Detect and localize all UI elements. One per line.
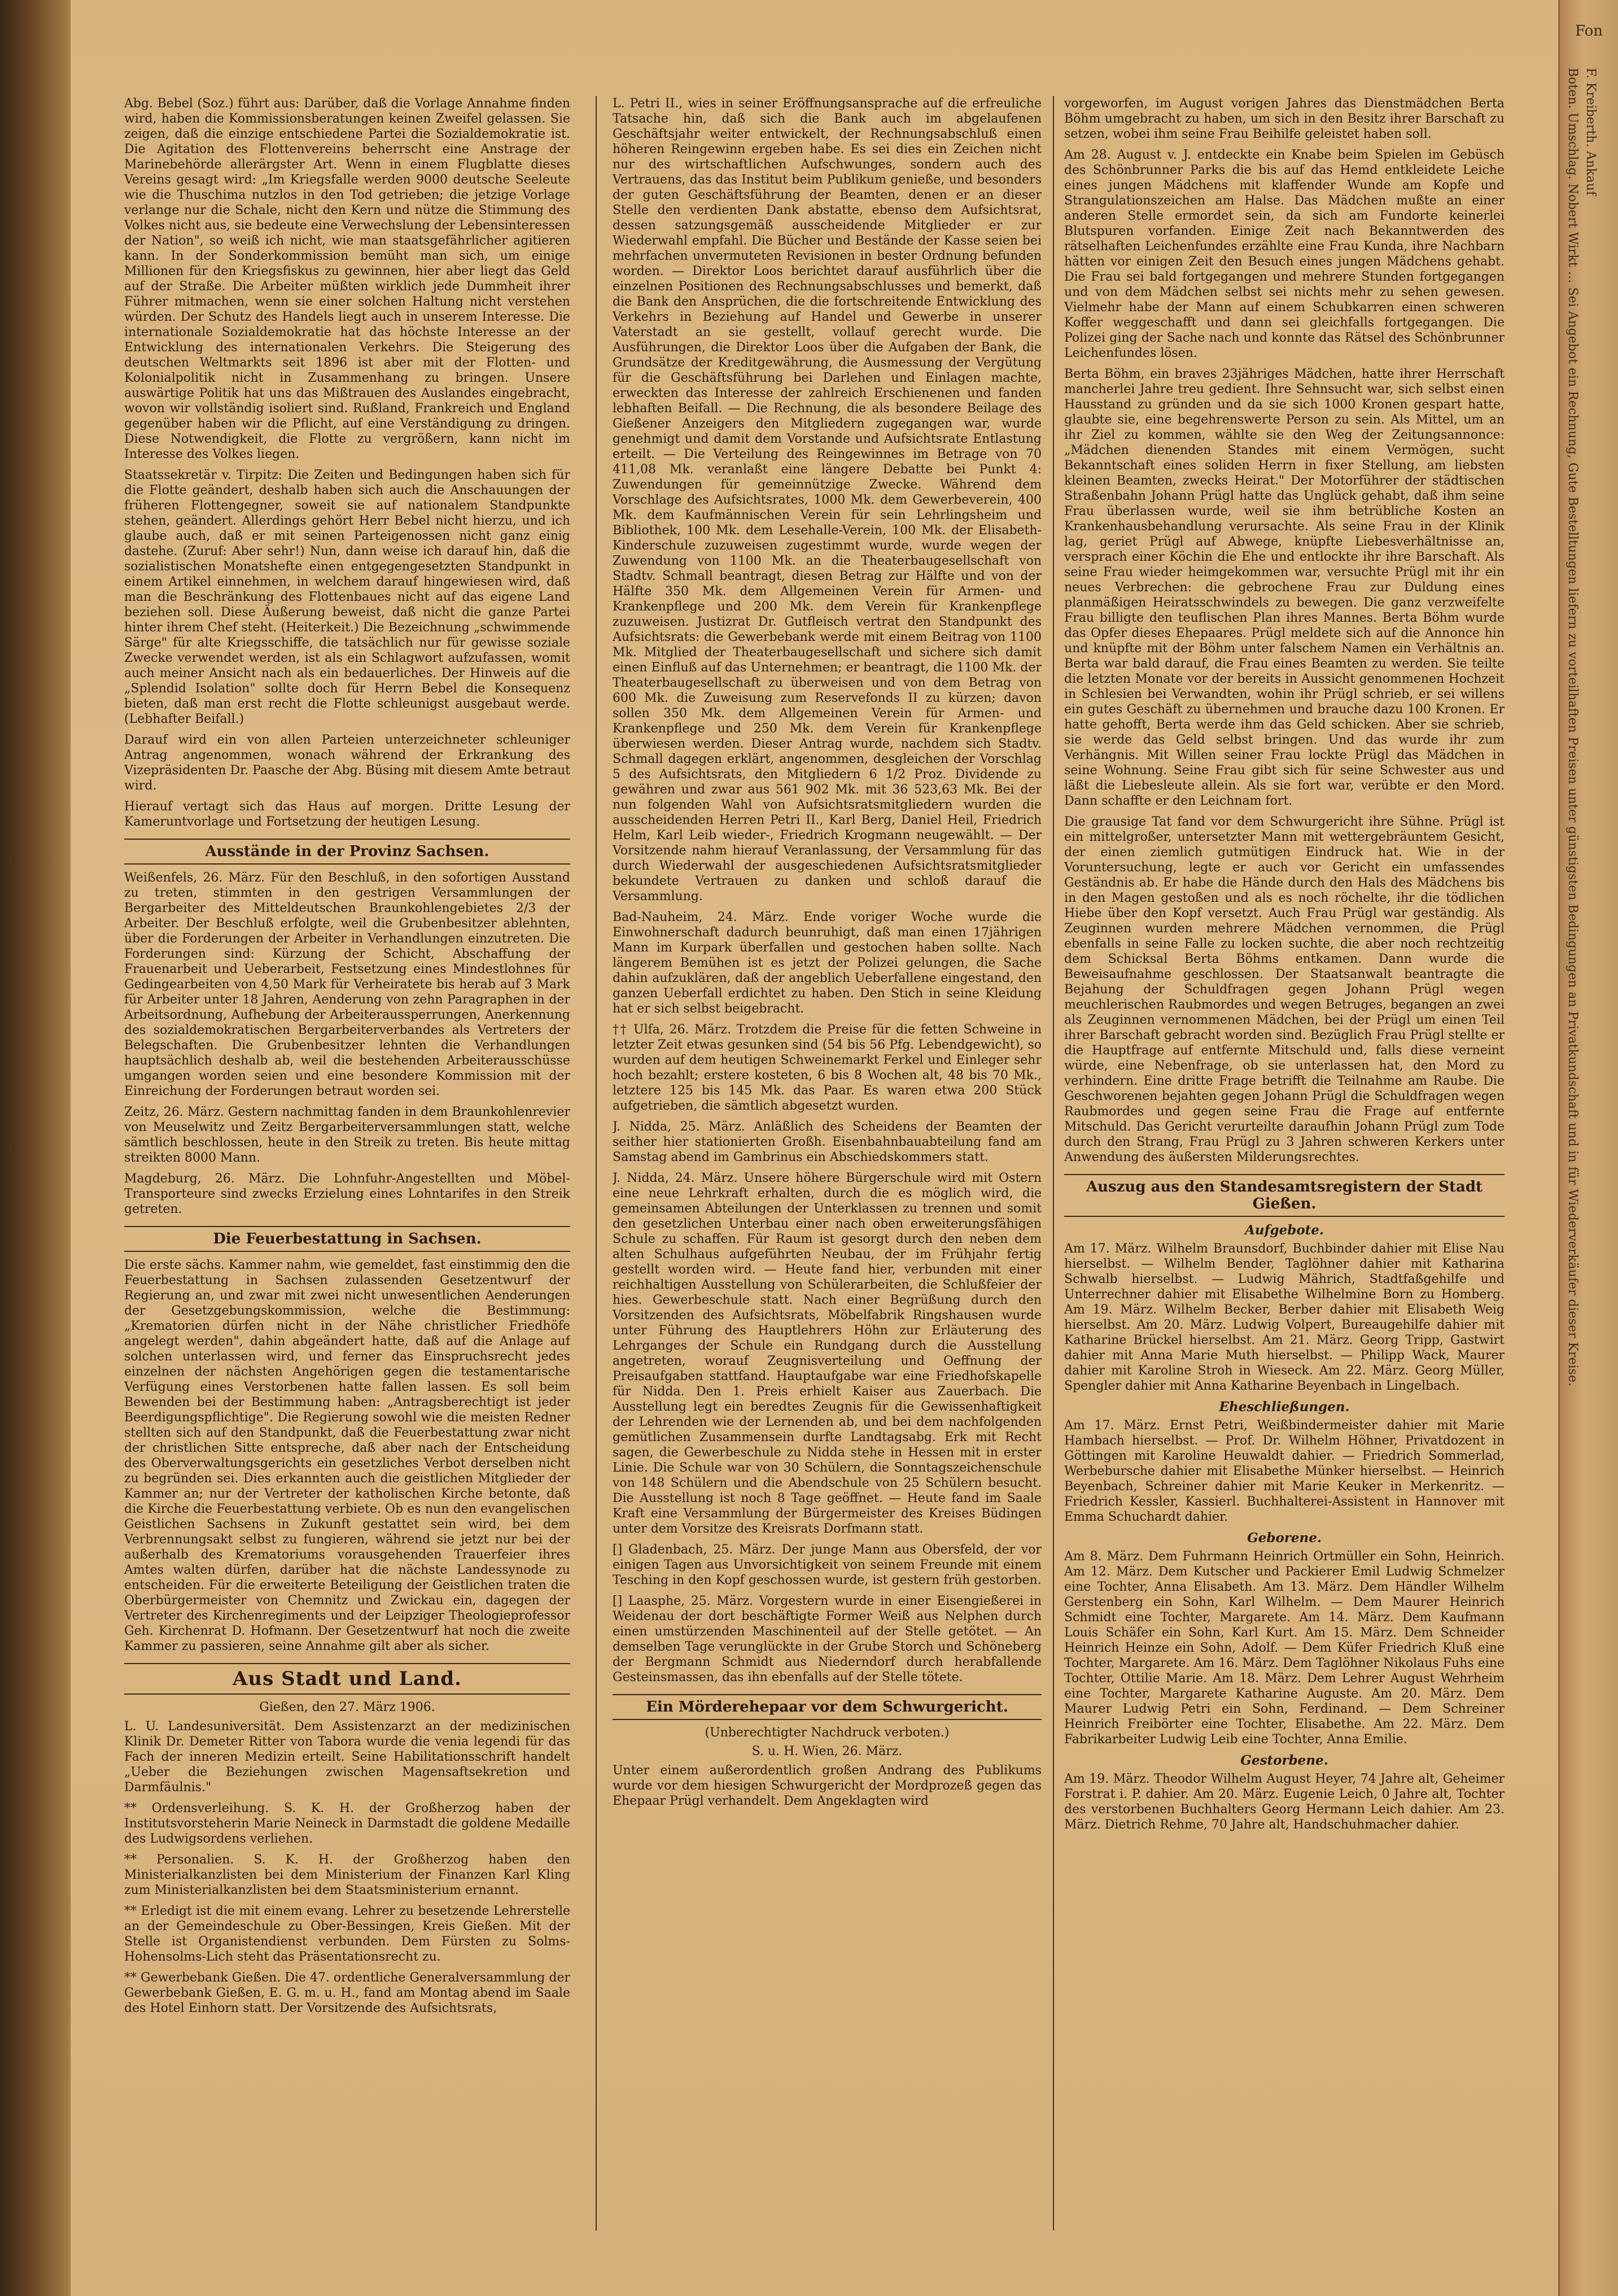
article-paragraph: Abg. Bebel (Soz.) führt aus: Darüber, daß die Vorlage Annahme finden wird, haben die Kommissionsberatungen keinen Zweifel gelassen. Sie zeigen, daß die einzige entschiedene Partei die Sozialdemokratie ist. Die Agitation des Flottenvereins beherrscht eine Anstrage der Marinebehörde allerärgster Art. Wenn in einem Flugblatte dieses Vereins gesagt wird: „Im Kriegsfalle werden 9000 deutsche Seeleute wie die Thuschima nutzlos in den Tod getrieben; die jetzige Vorlage verlange nur die Schale, nicht den Kern und nütze die Stimmung des Volkes nicht aus, sie bedeute eine Verwechslung der Lebensinteressen der Nation", so weiß ich nicht, wie man staatsgefährlicher agitieren kann. In der Sonderkommission bemüht man sich, um einige Millionen für den Kriegsfiskus zu gewinnen, hier aber liegt das Geld auf der Straße. Die Arbeiter müßten wirklich jede Dummheit ihrer Führer mitmachen, wenn sie einer solchen Haltung nicht verstehen würden. Der Schutz des Handels liegt auch in unserem Interesse. Die internationale Sozialdemokratie hat das höchste Interesse an der Entwicklung des internationalen Verkehrs. Die Steigerung des deutschen Weltmarkts seit 1896 ist aber mit der Flotten- und Kolonialpolitik nicht in Zusammenhang zu bringen. Unsere auswärtige Politik hat uns das Mißtrauen des Auslandes eingebracht, wovon wir vollständig isoliert sind. Rußland, Frankreich und England gegenüber haben wir die Pflicht, auf eine Verständigung zu dringen. Diese Notwendigkeit, die Flotte zu vergrößern, kann nicht im Interesse des Volkes liegen. (124, 97, 570, 461)
column-rule (1053, 96, 1054, 2230)
article-paragraph: Die grausige Tat fand vor dem Schwurgericht ihre Sühne. Prügl ist ein mittelgroßer, untersetzter Mann mit wettergebräuntem Gesicht, der einen ziemlich gutmütigen Eindruck hat. Wie in der Voruntersuchung, legte er auch vor Gericht ein umfassendes Geständnis ab. Er habe die Hände durch den Hals des Mädchens bis in den Magen gestoßen und als es noch röchelte, ihr die tödlichen Hiebe über den Kopf versetzt. Auch Frau Prügl war geständig. Als Zeuginnen wurden mehrere Mädchen vernommen, die Prügl ebenfalls in seine Falle zu locken suchte, die aber noch rechtzeitig dem Schicksal Berta Böhms entkamen. Dann wurde die Beweisaufnahme geschlossen. Der Staatsanwalt beantragte die Bejahung der Schuldfragen gegen Johann Prügl wegen meuchlerischen Raubmordes und wegen Betruges, begangen an zwei als Zeuginnen vernommenen Mädchen, bei der Prügl um einen Teil ihrer Barschaft gebracht worden sind. Bezüglich Frau Prügl stellte er die Hauptfrage auf entfernte Mitschuld und, falls diese verneint würde, eine Nebenfrage, ob sie unterlassen hat, den Mord zu verhindern. Eine dritte Frage betrifft die Teilnahme am Raube. Die Geschworenen bejahten gegen Johann Prügl die Schuldfragen wegen Raubmordes und gegen seine Frau die Frage auf entfernte Mitschuld. Das Gericht verurteilte daraufhin Johann Prügl zum Tode durch den Strang, Frau Prügl zu 3 Jahren schweren Kerkers unter Anwendung des äußersten Milderungsrechtes. (1064, 815, 1505, 1164)
column-3 (1064, 96, 1505, 2242)
article-paragraph: ** Ordensverleihung. S. K. H. der Großherzog haben der Institutsvorsteherin Marie Neineck in Darmstadt die goldene Medaille des Ludwigsordens verliehen. (124, 1801, 570, 1846)
article-paragraph: Am 28. August v. J. entdeckte ein Knabe beim Spielen im Gebüsch des Schönbrunner Parks die bis auf das Hemd entkleidete Leiche eines jungen Mädchens mit klaffender Wunde am Kopfe und Strangulationszeichen am Halse. Das Mädchen mußte an einer anderen Stelle ermordet sein, da sich am Fundorte keinerlei Blutspuren vorfanden. Einige Zeit nach Bekanntwerden des rätselhaften Leichenfundes erzählte eine Frau Kunda, ihre Nachbarn hätten vor einigen Zeit den Besuch eines jungen Mädchens gehabt. Die Frau sei bald fortgegangen und mehrere Stunden fortgegangen und von dem Mädchen selbst sei nichts mehr zu sehen gewesen. Vielmehr habe der Mann auf einem Schubkarren einen schweren Koffer weggeschafft und dann sei gleichfalls fortgegangen. Die Polizei ging der Sache nach und konnte das Rätsel des Schönbrunner Leichenfundes lösen. (1064, 148, 1505, 360)
registry-entries: Am 8. März. Dem Fuhrmann Heinrich Ortmüller ein Sohn, Heinrich. Am 12. März. Dem Kutscher und Packierer Emil Ludwig Schmelzer eine Tochter, Anna Elisabeth. Am 13. März. Dem Händler Wilhelm Gerstenberg ein Sohn, Karl Wilhelm. — Dem Maurer Heinrich Schmidt eine Tochter, Margarete. Am 14. März. Dem Kaufmann Louis Schäfer ein Sohn, Karl Kurt. Am 15. März. Dem Schneider Heinrich Heinze ein Sohn, Adolf. — Dem Küfer Friedrich Kluß eine Tochter, Margarete. Am 16. März. Dem Taglöhner Nikolaus Fuhs eine Tochter, Ottilie Marie. Am 18. März. Dem Lehrer August Wehrheim eine Tochter, Margarete Katharine Auguste. Am 20. März. Dem Maurer Ludwig Petri ein Sohn, Ferdinand. — Dem Schreiner Heinrich Freibörter eine Tochter, Elisabethe. Am 22. März. Dem Fabrikarbeiter Ludwig Leib eine Tochter, Anna Emilie. (1064, 1549, 1505, 1747)
article-paragraph: J. Nidda, 24. März. Unsere höhere Bürgerschule wird mit Ostern eine neue Lehrkraft erhalten, durch die es möglich wird, die gemeinsamen Abteilungen der Unterklassen zu trennen und somit den gesetzlichen Unterbau einer nach oben erweiterungsfähigen Schule zu schaffen. Für Raum ist gesorgt durch den neben dem alten Schulhaus aufgeführten Neubau, der im Frühjahr fertig gestellt worden wird. — Heute fand hier, verbunden mit einer reichhaltigen Ausstellung von Schülerarbeiten, die Schlußfeier der hies. Gewerbeschule statt. Nach einer Begrüßung durch den Vorsitzenden des Aufsichtsrats, Möbelfabrik Ringshausen wurde unter Führung des Hauptlehrers Höhn zur Erläuterung des Lehrganges der Schule ein Rundgang durch die Ausstellung angetreten, worauf Zeugnisverteilung und Oeffnung der Preisaufgaben stattfand. Hauptaufgabe war eine Friedhofskapelle für Nidda. Den 1. Preis erhielt Kaiser aus Zauerbach. Die Ausstellung legt ein beredtes Zeugnis für die Gewissenhaftigkeit der Lehrenden wie der Lernenden ab, und bei dem nachfolgenden gemütlichen Zusammensein durfte Landtagsabg. Erk mit Recht sagen, die Gewerbeschule zu Nidda stehe in Hessen mit in erster Linie. Die Schule war von 30 Schülern, die Sonntagszeichenschule von 148 Schülern und die Abendschule von 25 Schülern besucht. Die Ausstellung ist noch 8 Tage geöffnet. — Heute fand im Saale Kraft eine Versammlung der Bürgermeister des Kreises Büdingen unter dem Vorsitze des Kreisrats Dorfmann statt. (613, 1171, 1042, 1536)
section-heading: Ein Mörderehepaar vor dem Schwurgericht. (613, 1694, 1042, 1720)
adjacent-page-text (1563, 68, 1613, 2214)
dateline: S. u. H. Wien, 26. März. (751, 1744, 903, 1758)
article-paragraph: Darauf wird ein von allen Parteien unterzeichneter schleuniger Antrag angenommen, wonach während der Erkrankung des Vizepräsidenten Dr. Paasche der Abg. Büsing mit diesem Amte betraut wird. (124, 733, 570, 793)
subsection-heading: Geborene. (1247, 1530, 1322, 1546)
article-paragraph: Berta Böhm, ein braves 23jähriges Mädchen, hatte ihrer Herrschaft mancherlei Jahre treu gedient. Ihre Sehnsucht war, sich selbst einen Hausstand zu gründen und da sie sich 1000 Kronen gespart hatte, glaubte sie, eine begehrenswerte Person zu sein. Als Mittel, um an ihr Ziel zu kommen, wählte sie den Weg der Zeitungsannonce: „Mädchen dienenden Standes mit einem Vermögen, sucht Bekanntschaft eines soliden Herrn in fixer Stellung, am liebsten kleinen Beamten, zwecks Heirat." Der Motorführer der städtischen Straßenbahn Johann Prügl hatte das Unglück gehabt, daß ihm seine Frau überlassen wurde, weil sie ihm betrübliche Kosten an Krankenhausbehandlung verursachte. Als seine Frau in der Klinik lag, geriet Prügl auf Abwege, knüpfte Liebesverhältnisse an, versprach einer Köchin die Ehe und entlockte ihr ihre Barschaft. Als seine Frau wieder heimgekommen war, versuchte Prügl mit ihr ein neues Verbrechen: die gebrochene Frau zur Duldung eines planmäßigen Heiratsschwindels zu bewegen. Die ganz verzweifelte Frau billigte den teuflischen Plan ihres Mannes. Berta Böhm wurde das Opfer dieses Ehepaares. Prügl meldete sich auf die Annonce hin und knüpfte mit der Böhm unter falschem Namen ein Verhältnis an. Berta war bald darauf, die Frau eines Beamten zu werden. Sie teilte die letzten Monate vor der bereits in Aussicht genommenen Hochzeit in Schlesien bei Verwandten, wohin ihr Prügl schrieb, er sei willens ein gutes Geschäft zu übernehmen und brauche dazu 100 Kronen. Er hatte gehofft, Berta werde ihm das Geld schicken. Aber sie schrieb, sie werde das Geld selbst bringen. Und das wurde ihr zum Verhängnis. Mit Willen seiner Frau lockte Prügl das Mädchen in seine Wohnung. Seine Frau gibt sich für seine Schwester aus und läßt die Liebesleute allein. Als sie fort war, verübte er den Mord. Dann schaffte er den Leichnam fort. (1064, 367, 1505, 808)
reprint-note: (Unberechtigter Nachdruck verboten.) (705, 1726, 950, 1740)
adjacent-page-line: Boten. Umschlag. Nobert Wirkt … Sei Angebot ein Rechnung, Gute Bestelltungen liefern zu vorteilhaften Preisen unter günstigsten Bedingungen an Privatkundschaft und in für Wiederverkäufer dieser Kreise. (1565, 68, 1580, 1386)
column-1 (124, 96, 570, 2242)
registry-entries: Am 17. März. Ernst Petri, Weißbindermeister dahier mit Marie Hambach hierselbst. — Prof. Dr. Wilhelm Höhner, Privatdozent in Göttingen mit Karoline Heuwaldt dahier. — Friedrich Sommerlad, Werbebursche dahier mit Elisabethe Münker hierselbst. — Heinrich Beyenbach, Schreiner dahier mit Marie Keuker in Merkenritz. — Friedrich Kessler, Kassierl. Buchhalterei-Assistent in Hannover mit Emma Schuchardt dahier. (1064, 1418, 1505, 1524)
article-paragraph: vorgeworfen, im August vorigen Jahres das Dienstmädchen Berta Böhm umgebracht zu haben, um sich in den Besitz ihrer Barschaft zu setzen, wobei ihm seine Frau Beihilfe geleistet haben soll. (1064, 97, 1505, 141)
subsection-heading: Gestorbene. (1240, 1753, 1328, 1768)
section-heading: Auszug aus den Standesamtsregistern der Stadt Gießen. (1064, 1174, 1505, 1217)
dateline: Gießen, den 27. März 1906. (259, 1700, 435, 1714)
article-paragraph: Staatssekretär v. Tirpitz: Die Zeiten und Bedingungen haben sich für die Flotte geändert, deshalb haben sich auch die Anschauungen der früheren Flottengegner, soweit sie auf nationalem Standpunkte stehen, geändert. Allerdings gehört Herr Bebel nicht hierzu, und ich glaube auch, daß er mit seinen Parteigenossen nicht ganz einig dastehe. (Zuruf: Aber sehr!) Nun, dann weise ich darauf hin, daß die sozialistischen Monatshefte einen entgegengesetzten Standpunkt in einem Artikel einnehmen, in welchem darauf hingewiesen wird, daß man die Beschränkung des Flottenbaues nicht auf das eigene Land beziehen soll. Diese Äußerung beweist, daß nicht die ganze Partei hinter ihrem Chef steht. (Heiterkeit.) Die Bezeichnung „schwimmende Särge" für alte Kriegsschiffe, die tatsächlich nur für gewisse soziale Zwecke verwendet werden, ist als ein Schlagwort aufzufassen, womit auch meiner Ansicht nach als ein bedauerliches. Der Hinweis auf die „Splendid Isolation" sollte doch für Herrn Bebel die Konsequenz bieten, daß man erst recht die Flotte schleunigst ausgebaut werde. (Lebhafter Beifall.) (124, 468, 570, 726)
article-paragraph: ** Gewerbebank Gießen. Die 47. ordentliche Generalversammlung der Gewerbebank Gießen, E. G. m. u. H., fand am Montag abend im Saale des Hotel Einhorn statt. Der Vorsitzende des Aufsichtsrats, (124, 1971, 570, 2015)
registry-entries: Am 17. März. Wilhelm Braunsdorf, Buchbinder dahier mit Elise Nau hierselbst. — Wilhelm Bender, Taglöhner dahier mit Katharina Schwalb hierselbst. — Ludwig Mährich, Stadtfaßgehilfe und Unterrechner dahier mit Elisabethe Wilhelmine Born zu Homberg. Am 19. März. Wilhelm Becker, Berber dahier mit Elisabeth Weig hierselbst. Am 20. März. Ludwig Volpert, Bureaugehilfe dahier mit Katharine Brückel hierselbst. Am 21. März. Georg Tripp, Gastwirt dahier mit Anna Marie Muth hierselbst. — Philipp Wack, Maurer dahier mit Karoline Stroh in Wieseck. Am 22. März. Georg Müller, Spengler dahier mit Anna Katharine Beyenbach in Lingelbach. (1064, 1242, 1505, 1393)
article-paragraph: †† Ulfa, 26. März. Trotzdem die Preise für die fetten Schweine in letzter Zeit etwas gesunken sind (54 bis 56 Pfg. Lebendgewicht), so wurden auf dem heutigen Schweinemarkt Ferkel und Einleger sehr hoch bezahlt; erstere kosteten, 6 bis 8 Wochen alt, 48 bis 70 Mk., letztere 125 bis 145 Mk. das Paar. Es waren etwa 200 Stück aufgetrieben, die sämtlich abgesetzt wurden. (613, 1023, 1042, 1113)
article-paragraph: Zeitz, 26. März. Gestern nachmittag fanden in dem Braunkohlenrevier von Meuselwitz und Zeitz Bergarbeiterversammlungen statt, welche sämtlich beschlossen, heute in den Streik zu treten. Bis heute mittag streikten 8000 Mann. (124, 1105, 570, 1165)
subsection-heading: Aufgebote. (1245, 1223, 1324, 1238)
article-paragraph: Unter einem außerordentlich großen Andrang des Publikums wurde vor dem hiesigen Schwurgericht der Mordprozeß gegen das Ehepaar Prügl verhandelt. Dem Angeklagten wird (613, 1764, 1042, 1808)
column-rule (596, 96, 597, 2230)
article-paragraph: Magdeburg, 26. März. Die Lohnfuhr-Angestellten und Möbel-Transporteure sind zwecks Erzielung eines Lohntarifes in den Streik getreten. (124, 1172, 570, 1216)
article-paragraph: Hierauf vertagt sich das Haus auf morgen. Dritte Lesung der Kameruntvorlage und Fortsetzung der heutigen Lesung. (124, 800, 570, 829)
article-paragraph: ** Erledigt ist die mit einem evang. Lehrer zu besetzende Lehrerstelle an der Gemeindeschule zu Ober-Bessingen, Kreis Gießen. Mit der Stelle ist Organistendienst verbunden. Dem Fürsten zu Solms-Hohensolms-Lich steht das Präsentationsrecht zu. (124, 1904, 570, 1964)
article-paragraph: Die erste sächs. Kammer nahm, wie gemeldet, fast einstimmig den die Feuerbestattung in Sachsen zulassenden Gesetzentwurf der Regierung an, und zwar mit zwei nicht unwesentlichen Aenderungen der Gesetzgebungskommission, welche die Bestimmung: „Krematorien dürfen nicht in der Nähe christlicher Friedhöfe angelegt werden", dahin abgeändert hatte, daß auf die Anlage auf solchen unterlassen wird, und ferner das Einspruchsrecht jedes einzelnen der nächsten Angehörigen gegen die testamentarische Verfügung eines Verstorbenen hatte fallen lassen. Es soll beim Bewenden bei der Bestimmung haben: „Antragsberechtigt ist jeder Beerdigungspflichtige". Die Regierung sowohl wie die meisten Redner stellten sich auf den Standpunkt, daß die Feuerbestattung zwar nicht der christlichen Sitte entspreche, daß aber nach der Entscheidung des Oberverwaltungsgerichts ein gesetzliches Verbot derselben nicht zu begründen sei. Dies erkannten auch die geistlichen Mitglieder der Kammer an; nur der Vertreter der katholischen Kirche betonte, daß die Kirche die Feuerbestattung verbiete. Ob es nun den evangelischen Geistlichen Sachsens in Zukunft gestattet sein wird, bei dem Verbrennungsakt selbst zu fungieren, während sie jetzt nur bei der außerhalb des Krematoriums vorausgehenden Trauerfeier ihres Amtes walten dürfen, darüber hat die nächste Landessynode zu entscheiden. Für die erweiterte Beteiligung der Geistlichen traten die Oberbürgermeister von Chemnitz und Zwickau ein, dagegen der Vertreter des Kirchenregiments und der Leipziger Theologieprofessor Geh. Kirchenrat D. Hofmann. Der Gesetzentwurf hat noch die zweite Kammer zu passieren, seine Annahme gilt aber als sicher. (124, 1258, 570, 1653)
article-paragraph: L. Petri II., wies in seiner Eröffnungsansprache auf die erfreuliche Tatsache hin, daß sich die Bank auch im abgelaufenen Geschäftsjahr weiter entwickelt, der Rechnungsabschluß einen höheren Reingewinn ergeben habe. Es sei dies ein Zeichen nicht nur des wirtschaftlichen Aufschwunges, sondern auch des Vertrauens, das das Institut beim Publikum genieße, und besonders der guten Geschäftsführung der Beamten, denen er an dieser Stelle den verdienten Dank abstatte, ebenso dem Aufsichtsrat, dessen satzungsgemäß ausscheidende Mitglieder er zur Wiederwahl empfahl. Die Bücher und Bestände der Kasse seien bei mehrfachen unvermuteten Revisionen in bester Ordnung befunden worden. — Direktor Loos berichtet darauf ausführlich über die einzelnen Positionen des Rechnungsabschlusses und bemerkt, daß die Bank den Ansprüchen, die die fortschreitende Entwicklung des Verkehrs in Beziehung auf Handel und Gewerbe in unserer Vaterstadt an sie gestellt, vollauf gerecht wurde. Die Ausführungen, die Direktor Loos über die Aufgaben der Bank, die Grundsätze der Kreditgewährung, die Ausmessung der Vergütung für die Geschäftsführung bei Darlehen und Einlagen machte, erweckten das Interesse der zahlreich Erschienenen und fanden lebhaften Beifall. — Die Rechnung, die als besondere Beilage des Gießener Anzeigers den Mitgliedern zugegangen war, wurde genehmigt und damit dem Vorstande und Aufsichtsrate Entlastung erteilt. — Die Verteilung des Reingewinnes im Betrage von 70 411,08 Mk. veranlaßt eine längere Debatte bei Punkt 4: Zuwendungen für gemeinnützige Zwecke. Während dem Vorschlage des Aufsichtsrates, 1000 Mk. dem Gewerbeverein, 400 Mk. dem Kaufmännischen Verein für sein Lehrlingsheim und Bibliothek, 100 Mk. dem Lesehalle-Verein, 100 Mk. der Elisabeth-Kinderschule zuzuweisen zugestimmt wurde, wurde wegen der Zuwendung von 1100 Mk. an die Theaterbaugesellschaft von Stadtv. Schmall beantragt, diesen Betrag zur Hälfte und von der Hälfte 350 Mk. dem Allgemeinen Verein für Armen- und Krankenpflege und 200 Mk. dem Verein für Krankenpflege zuzuweisen. Justizrat Dr. Gutfleisch vertrat den Standpunkt des Aufsichtsrats: die Gewerbebank werde mit einem Beitrag von 1100 Mk. Mitglied der Theaterbaugesellschaft und sichere sich damit einen Einfluß auf das Unternehmen; er beantragt, die 1100 Mk. der Theaterbaugesellschaft zu überweisen und von dem Betrag von 600 Mk. die Zuweisung zum Reservefonds II zu kürzen; davon sollen 350 Mk. dem Allgemeinen Verein für Armen- und Krankenpflege und 250 Mk. dem Verein für Krankenpflege überwiesen werden. Dieser Antrag wurde, nachdem sich Stadtv. Schmall dagegen erklärt, angenommen, desgleichen der Vorschlag 5 des Aufsichtsrats, den Mitgliedern 6 1/2 Proz. Dividende zu gewähren und zwar aus 561 902 Mk. mit 36 523,63 Mk. Bei der nun folgenden Wahl von Aufsichtsratsmitgliedern wurden die ausscheidenden Herren Petri II., Karl Berg, Daniel Heil, Friedrich Helm, Karl Leib wieder-, Friedrich Krogmann neugewählt. — Der Vorsitzende nahm hierauf Veranlassung, der Versammlung für das durch Wiederwahl der ausgeschiedenen Aufsichtsratsmitglieder bekundete Vertrauen zu danken und schloß darauf die Versammlung. (613, 97, 1042, 903)
subsection-heading: Eheschließungen. (1219, 1399, 1350, 1415)
article-paragraph: [] Gladenbach, 25. März. Der junge Mann aus Obersfeld, der vor einigen Tagen aus Unvorsichtigkeit von seinem Freunde mit einem Tesching in den Kopf geschossen wurde, ist gestern früh gestorben. (613, 1543, 1042, 1587)
registry-entries: Am 19. März. Theodor Wilhelm August Heyer, 74 Jahre alt, Geheimer Forstrat i. P. dahier. Am 20. März. Eugenie Leich, 0 Jahre alt, Tochter des verstorbenen Buchhalters Georg Hermann Leich dahier. Am 23. März. Dietrich Rehme, 70 Jahre alt, Handschuhmacher dahier. (1064, 1772, 1505, 1832)
article-paragraph: Weißenfels, 26. März. Für den Beschluß, in den sofortigen Ausstand zu treten, stimmten in den gestrigen Versammlungen der Bergarbeiter des Mitteldeutschen Braunkohlengebietes 2/3 der Arbeiter. Der Beschluß erfolgte, weil die Grubenbesitzer ablehnten, über die Forderungen der Arbeiter in Verhandlungen einzutreten. Die Forderungen sind: Kürzung der Schicht, Abschaffung der Frauenarbeit und Ueberarbeit, Festsetzung eines Mindestlohnes für Gedingearbeiten von 4,50 Mark für Verheiratete bis herab auf 3 Mark für Arbeiter unter 18 Jahren, Aenderung von zehn Paragraphen in der Arbeitsordnung, Aufhebung der Arbeiteraussperrungen, Anerkennung des sozialdemokratischen Bergarbeiterverbandes als Vertreters der Belegschaften. Die Grubenbesitzer lehnten die Verhandlungen hauptsächlich deshalb ab, weil die bestehenden Arbeiterausschüsse umgangen worden seien und eine besondere Kommission mit der Einreichung der Forderungen betraut worden sei. (124, 871, 570, 1098)
column-2 (613, 96, 1042, 2242)
article-paragraph: ** Personalien. S. K. H. der Großherzog haben den Ministerialkanzlisten bei dem Ministerium der Finanzen Karl Kling zum Ministerialkanzlisten bei dem Staatsministerium ernannt. (124, 1853, 570, 1897)
binding-edge (0, 0, 71, 2296)
article-paragraph: J. Nidda, 25. März. Anläßlich des Scheidens der Beamten der seither hier stationierten Großh. Eisenbahnbauabteilung fand am Samstag abend im Gambrinus ein Abschiedskommers statt. (613, 1120, 1042, 1164)
article-paragraph: L. U. Landesuniversität. Dem Assistenzarzt an der medizinischen Klinik Dr. Demeter Ritter von Tabora wurde die venia legendi für das Fach der inneren Medizin erteilt. Seine Habilitationsschrift handelt „Ueber die Beziehungen zwischen Magensaftsekretion und Darmfäulnis." (124, 1719, 570, 1795)
section-heading: Ausstände in der Provinz Sachsen. (124, 839, 570, 865)
article-paragraph: [] Laasphe, 25. März. Vorgestern wurde in einer Eisengießerei in Weidenau der dort beschäftigte Former Weiß aus Nelphen durch einen umstürzenden Maschinenteil auf der Stelle getötet. — An demselben Tage verunglückte in der Grube Storch und Schöneberg der Bergmann Schmidt aus Niederndorf durch herabfallende Gesteinsmassen, das ihn ebenfalls auf der Stelle tötete. (613, 1594, 1042, 1684)
article-paragraph: Bad-Nauheim, 24. März. Ende voriger Woche wurde die Einwohnerschaft dadurch beunruhigt, daß man einen 17jährigen Mann im Kurpark überfallen und gestochen haben sollte. Nach längerem Bemühen ist es jetzt der Polizei gelungen, die Sache dahin aufzuklären, daß der angeblich Ueberfallene eingestand, den ganzen Ueberfall erdichtet zu haben. Den Stich in seine Kleidung hat er sich selbst beigebracht. (613, 910, 1042, 1016)
page-number: Fon (1575, 23, 1603, 40)
adjacent-page-line: F. Kreiberth. Ankauf (1584, 68, 1598, 196)
section-heading: Aus Stadt und Land. (124, 1663, 570, 1695)
section-heading: Die Feuerbestattung in Sachsen. (124, 1226, 570, 1252)
